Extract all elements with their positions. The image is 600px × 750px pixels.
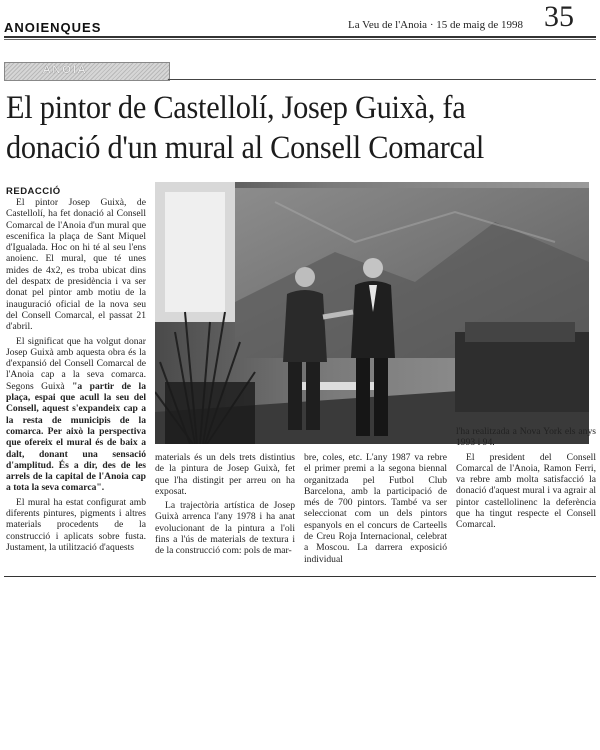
section-tag-rule — [168, 79, 596, 80]
bottom-rule — [4, 576, 596, 577]
quote-bold: "a partir de la plaça, espai que acull la seu del Consell, aquest s'expandeix cap a la resta de municipis de la comarca. Per això la perspectiva que ofereix el mural és de baix a dalt, donant una sensació d'amplitud. És a dir, des de les arrels de la capital de l'Anoia cap a tota la seva comarca". — [6, 380, 146, 494]
paragraph: El mural ha estat configurat amb diferents pintures, pigments i altres materials procedents de la construcció i aplicats sobre fusta. Justament, la utilització d'aquests — [6, 496, 146, 553]
paragraph — [6, 336, 146, 494]
article-column-2 — [155, 452, 295, 557]
section-tag — [4, 62, 170, 81]
paragraph: materials és un dels trets distintius de la pintura de Josep Guixà, fet que l'ha distingit per arreu on ha exposat. — [155, 452, 295, 497]
headline: El pintor de Castellolí, Josep Guixà, fa donació d'un mural al Consell Comarcal — [6, 90, 485, 166]
article-column-1 — [6, 197, 146, 553]
page-header — [4, 2, 596, 36]
article-photo — [155, 182, 589, 444]
section-name: ANOIENQUES — [4, 20, 102, 35]
byline: REDACCIÓ — [6, 186, 61, 197]
article-column-3 — [304, 452, 447, 565]
paragraph: La trajectòria artística de Josep Guixà arrenca l'any 1978 i ha anat evolucionant de la pintura a l'oli fins a l'ús de materials de textura i de la construcció com: pols de mar- — [155, 500, 295, 557]
paragraph: l'ha realitzada a Nova York els anys 1993 i 94. — [456, 426, 596, 449]
paragraph: bre, coles, etc. L'any 1987 va rebre el primer premi a la segona biennal organitzada pel Futbol Club Barcelona, amb la participació de més de 700 pintors. També va ser seleccionat com un dels pintors espanyols en el concurs de Carteells de Creu Roja Internacional, celebrat a Moscou. La darrera exposició individual — [304, 452, 447, 565]
section-tag-label: ANOIA — [43, 64, 88, 76]
paragraph: El president del Consell Comarcal de l'Anoia, Ramon Ferri, va rebre amb molta satisfacció la donació d'aquest mural i va agrair al pintor castellolinenc la deferència que ha tingut respecte el Consell Comarcal. — [456, 451, 596, 531]
photo-illustration — [155, 182, 589, 444]
article-column-4 — [456, 426, 596, 531]
header-rule — [4, 36, 596, 38]
page-number: 35 — [544, 0, 574, 33]
paragraph: El pintor Josep Guixà, de Castellolí, ha fet donació al Consell Comarcal de l'Anoia d'un mural que escenifica la plaça de Sant Miquel d'Igualada. Hoc on hi té al seu l'ens anoienc. El mural, que té unes mides de 4x2, es troba ubicat dins del despatx de presidència i va ser donat pel pintor amb motiu de la inauguració oficial de la nova seu del Consell Comarcal, el passat 21 d'abril. — [6, 197, 146, 333]
masthead: La Veu de l'Anoia · 15 de maig de 1998 — [348, 19, 523, 31]
header-rule-thin — [4, 39, 596, 40]
paragraph-text: El significat que ha volgut donar Josep Guixà amb aquesta obra és la d'expansió del Consell Comarcal de l'Anoia cap a la seva comarca. Segons Guixà — [6, 335, 146, 392]
